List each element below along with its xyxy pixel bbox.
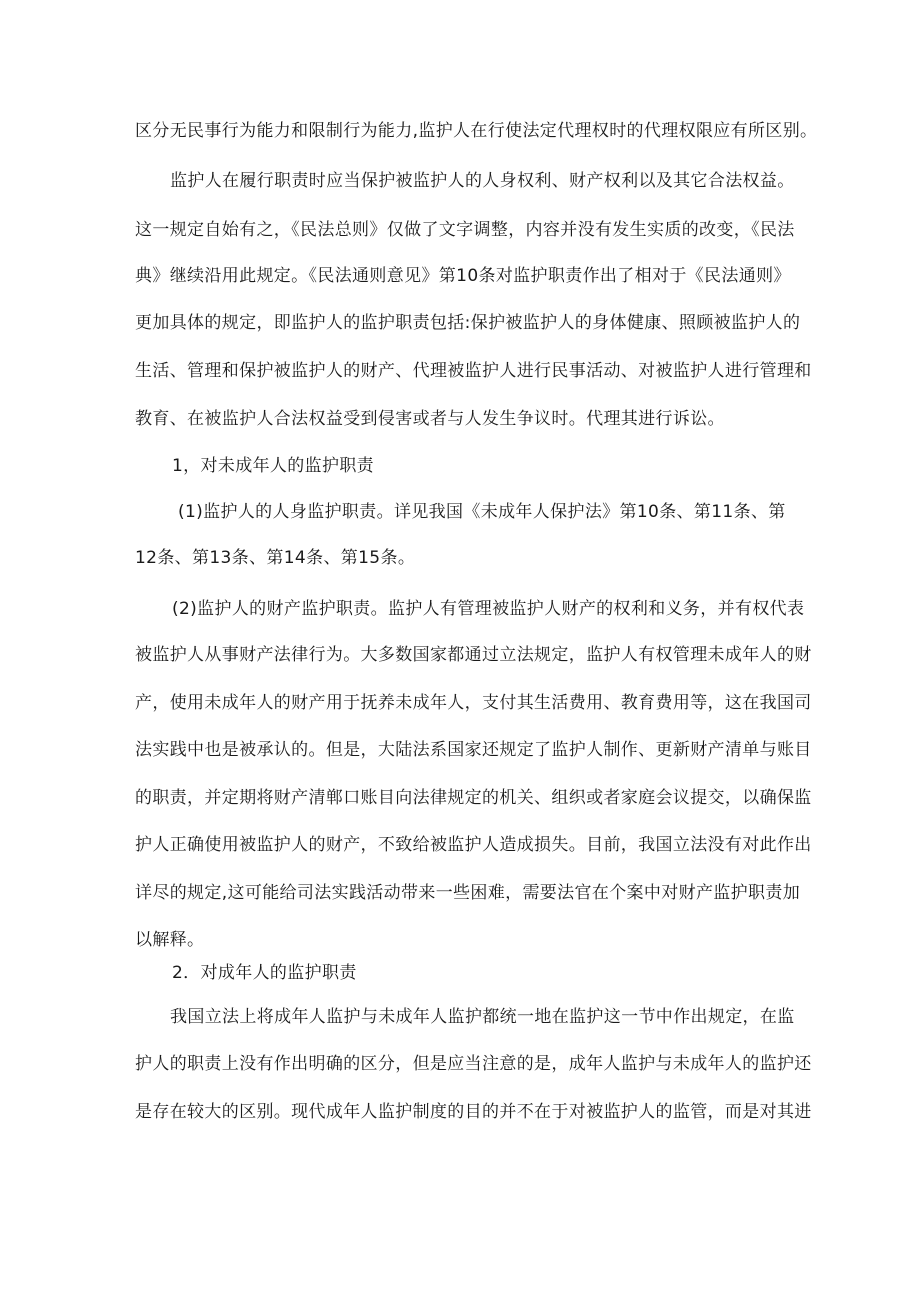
text-line: 详尽的规定,这可能给司法实践活动带来一些困难，需要法官在个案中对财产监护职责加 [135,883,801,903]
text-line: 区分无民事行为能力和限制行为能力,监护人在行使法定代理权时的代理权限应有所区别。 [135,121,818,141]
text-line: 被监护人从事财产法律行为。大多数国家都通过立法规定，监护人有权管理未成年人的财 [135,645,812,665]
text-line: 这一规定自始有之，《民法总则》仅做了文字调整，内容并没有发生实质的改变，《民法 [135,220,795,240]
text-line: 法实践中也是被承认的。但是，大陆法系国家还规定了监护人制作、更新财产清单与账目 [135,740,812,760]
text-line: 典》继续沿用此规定。《民法通则意见》第10条对监护职责作出了相对于《民法通则》 [135,266,791,286]
text-line: 生活、管理和保护被监护人的财产、代理被监护人进行民事活动、对被监护人进行管理和 [135,361,812,381]
text-line: 护人正确使用被监护人的财产，不致给被监护人造成损失。目前，我国立法没有对此作出 [135,835,812,855]
text-line: 护人的职责上没有作出明确的区分，但是应当注意的是，成年人监护与未成年人的监护还 [135,1054,812,1074]
text-line: 教育、在被监护人合法权益受到侵害或者与人发生争议时。代理其进行诉讼。 [135,409,725,429]
text-line: 以解释。 [135,930,205,950]
text-line: 产，使用未成年人的财产用于抚养未成年人，支付其生活费用、教育费用等，这在我国司 [135,693,812,713]
text-line: 12条、第13条、第14条、第15条。 [135,548,416,568]
text-line: 的职责，并定期将财产清郸口账目向法律规定的机关、组织或者家庭会议提交，以确保监 [135,788,812,808]
text-line: 是存在较大的区别。现代成年人监护制度的目的并不在于对被监护人的监管，而是对其进 [135,1102,812,1122]
section-heading: 1，对未成年人的监护职责 [172,456,375,476]
text-line: (2)监护人的财产监护职责。监护人有管理被监护人财产的权利和义务，并有权代表 [172,599,805,619]
text-line: 更加具体的规定，即监护人的监护职责包括:保护被监护人的身体健康、照顾被监护人的 [135,313,801,333]
text-line: 监护人在履行职责时应当保护被监护人的人身权利、财产权利以及其它合法权益。 [170,171,795,191]
text-line: (1)监护人的人身监护职责。详见我国《未成年人保护法》第10条、第11条、第 [178,502,786,522]
section-heading: 2．对成年人的监护职责 [172,963,357,983]
text-line: 我国立法上将成年人监护与未成年人监护都统一地在监护这一节中作出规定，在监 [170,1007,795,1027]
